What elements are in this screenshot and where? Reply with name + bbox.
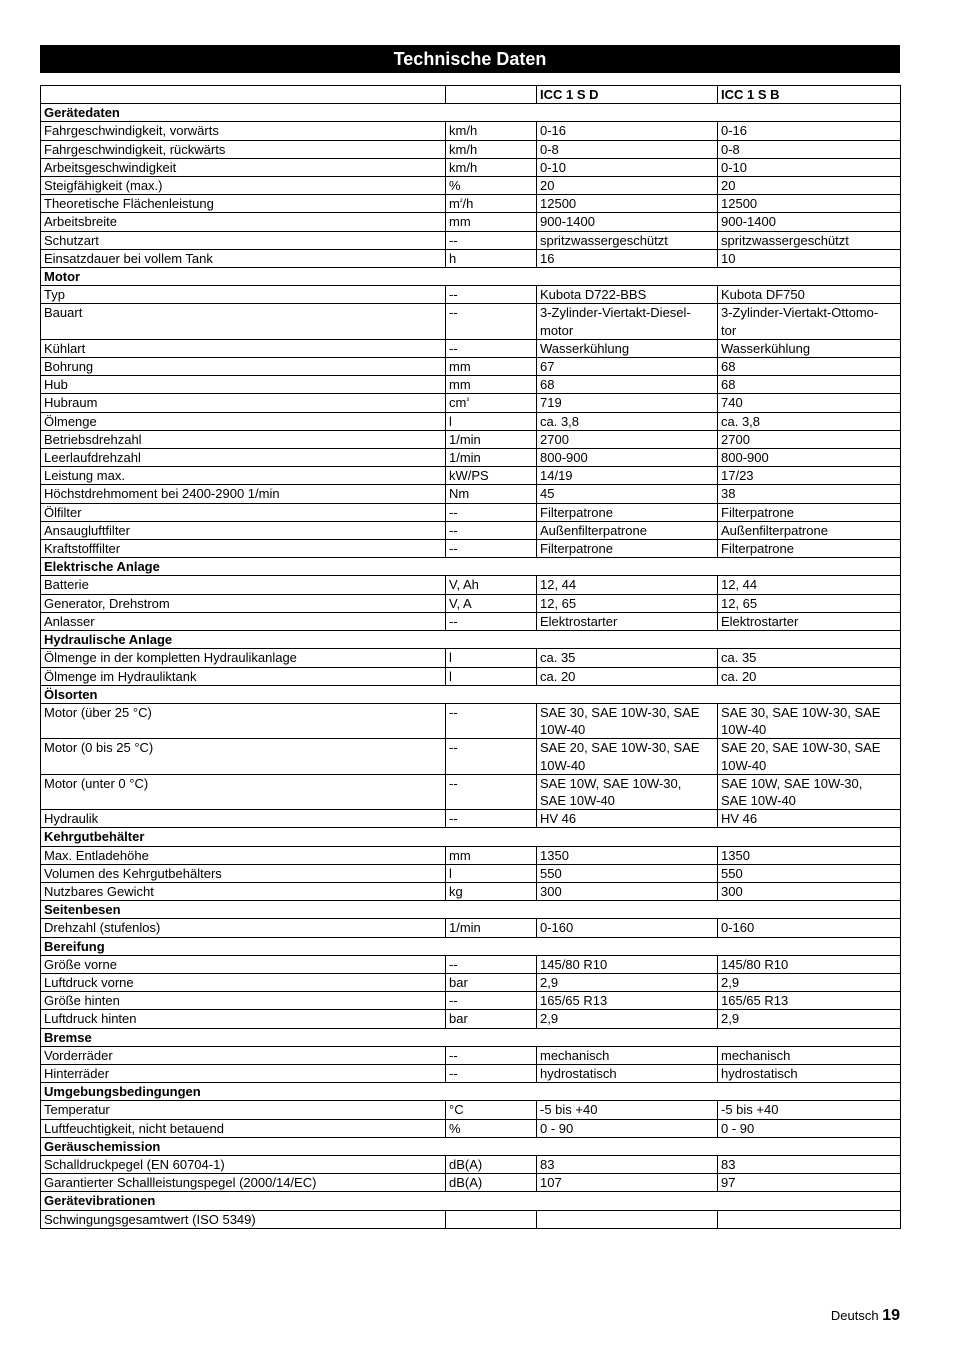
spec-value-diesel: 0-8 — [537, 140, 718, 158]
section-title: Kehrgutbehälter — [41, 828, 901, 846]
spec-value-petrol: 0 - 90 — [718, 1119, 901, 1137]
spec-label: Steigfähigkeit (max.) — [41, 177, 446, 195]
spec-value-petrol: 0-10 — [718, 158, 901, 176]
section-title: Gerätevibrationen — [41, 1192, 901, 1210]
spec-value-diesel: Filterpatrone — [537, 540, 718, 558]
spec-label: Motor (über 25 °C) — [41, 703, 446, 738]
spec-value-diesel: SAE 20, SAE 10W-30, SAE 10W-40 — [537, 739, 718, 774]
spec-label: Arbeitsgeschwindigkeit — [41, 158, 446, 176]
spec-unit: l — [446, 412, 537, 430]
table-row — [41, 1101, 901, 1119]
spec-label: Höchstdrehmoment bei 2400-2900 1/min — [41, 485, 446, 503]
spec-value-diesel: 900-1400 — [537, 213, 718, 231]
spec-unit: V, A — [446, 594, 537, 612]
header-cell-model-petrol: ICC 1 S B — [718, 86, 901, 104]
spec-value-petrol: 740 — [718, 394, 901, 412]
page-footer — [831, 1307, 900, 1325]
spec-value-petrol: mechanisch — [718, 1046, 901, 1064]
spec-label: Leerlaufdrehzahl — [41, 449, 446, 467]
table-row — [41, 249, 901, 267]
spec-value-petrol: 2,9 — [718, 1010, 901, 1028]
spec-label: Vorderräder — [41, 1046, 446, 1064]
spec-label: Bohrung — [41, 358, 446, 376]
spec-unit: dB(A) — [446, 1155, 537, 1173]
spec-label: Leistung max. — [41, 467, 446, 485]
spec-label: Nutzbares Gewicht — [41, 882, 446, 900]
table-row — [41, 521, 901, 539]
table-row — [41, 774, 901, 809]
section-title: Motor — [41, 268, 901, 286]
table-row — [41, 739, 901, 774]
spec-value-petrol: -5 bis +40 — [718, 1101, 901, 1119]
spec-unit: l — [446, 667, 537, 685]
spec-unit: 1/min — [446, 449, 537, 467]
spec-label: Temperatur — [41, 1101, 446, 1119]
table-row — [41, 540, 901, 558]
spec-unit: bar — [446, 1010, 537, 1028]
spec-label: Ölmenge — [41, 412, 446, 430]
spec-value-petrol: 83 — [718, 1155, 901, 1173]
spec-value-petrol: 12, 44 — [718, 576, 901, 594]
section-title: Ölsorten — [41, 685, 901, 703]
spec-value-diesel: 300 — [537, 882, 718, 900]
spec-value-petrol — [718, 1210, 901, 1228]
spec-value-diesel: 800-900 — [537, 449, 718, 467]
spec-unit: V, Ah — [446, 576, 537, 594]
spec-label: Schutzart — [41, 231, 446, 249]
table-row — [41, 846, 901, 864]
spec-unit: 1/min — [446, 919, 537, 937]
spec-label: Größe vorne — [41, 955, 446, 973]
table-row — [41, 1174, 901, 1192]
spec-unit: $cm^{^3}$ — [446, 394, 537, 412]
spec-value-petrol: 38 — [718, 485, 901, 503]
spec-value-diesel: ca. 3,8 — [537, 412, 718, 430]
spec-unit: -- — [446, 231, 537, 249]
spec-unit: -- — [446, 339, 537, 357]
table-row — [41, 612, 901, 630]
spec-unit: -- — [446, 286, 537, 304]
spec-value-diesel: 0-16 — [537, 122, 718, 140]
spec-value-diesel: 16 — [537, 249, 718, 267]
spec-value-petrol: 17/23 — [718, 467, 901, 485]
table-row — [41, 412, 901, 430]
spec-unit: -- — [446, 540, 537, 558]
header-cell — [446, 86, 537, 104]
spec-label: Drehzahl (stufenlos) — [41, 919, 446, 937]
spec-value-petrol: 10 — [718, 249, 901, 267]
spec-value-petrol: 1350 — [718, 846, 901, 864]
spec-value-petrol: 97 — [718, 1174, 901, 1192]
spec-label: Typ — [41, 286, 446, 304]
spec-value-petrol: 2700 — [718, 430, 901, 448]
spec-value-petrol: 68 — [718, 358, 901, 376]
spec-label: Luftfeuchtigkeit, nicht betauend — [41, 1119, 446, 1137]
table-row — [41, 594, 901, 612]
table-row — [41, 1046, 901, 1064]
spec-value-diesel: Wasserkühlung — [537, 339, 718, 357]
spec-label: Größe hinten — [41, 992, 446, 1010]
table-row — [41, 882, 901, 900]
table-row — [41, 955, 901, 973]
page-number: 19 — [882, 1307, 900, 1324]
spec-value-diesel: Filterpatrone — [537, 503, 718, 521]
spec-unit: h — [446, 249, 537, 267]
spec-value-diesel: Außenfilterpatrone — [537, 521, 718, 539]
section-header-row — [41, 558, 901, 576]
section-header-row — [41, 1192, 901, 1210]
spec-value-diesel: ca. 20 — [537, 667, 718, 685]
spec-label: Anlasser — [41, 612, 446, 630]
spec-value-petrol: 800-900 — [718, 449, 901, 467]
spec-value-petrol: Wasserkühlung — [718, 339, 901, 357]
section-header-row — [41, 1028, 901, 1046]
spec-unit — [446, 1210, 537, 1228]
spec-label: Einsatzdauer bei vollem Tank — [41, 249, 446, 267]
table-row — [41, 286, 901, 304]
spec-label: Theoretische Flächenleistung — [41, 195, 446, 213]
spec-unit: -- — [446, 703, 537, 738]
spec-value-petrol: 900-1400 — [718, 213, 901, 231]
spec-unit: km/h — [446, 122, 537, 140]
spec-label: Fahrgeschwindigkeit, vorwärts — [41, 122, 446, 140]
table-row — [41, 810, 901, 828]
spec-value-diesel: hydrostatisch — [537, 1064, 718, 1082]
spec-value-diesel: Kubota D722-BBS — [537, 286, 718, 304]
spec-value-petrol: SAE 10W, SAE 10W-30, SAE 10W-40 — [718, 774, 901, 809]
section-header-row — [41, 685, 901, 703]
spec-value-diesel: 0-160 — [537, 919, 718, 937]
section-header-row — [41, 828, 901, 846]
spec-value-diesel: 14/19 — [537, 467, 718, 485]
spec-unit: -- — [446, 739, 537, 774]
spec-label: Kraftstofffilter — [41, 540, 446, 558]
spec-value-petrol: 165/65 R13 — [718, 992, 901, 1010]
spec-value-petrol: spritzwassergeschützt — [718, 231, 901, 249]
spec-value-diesel: 2700 — [537, 430, 718, 448]
spec-value-petrol: 0-160 — [718, 919, 901, 937]
spec-value-diesel: 1350 — [537, 846, 718, 864]
spec-value-petrol: Elektrostarter — [718, 612, 901, 630]
spec-value-diesel: 3-Zylinder-Viertakt-Diesel- motor — [537, 304, 718, 339]
spec-unit: mm — [446, 358, 537, 376]
section-header-row — [41, 104, 901, 122]
spec-unit: -- — [446, 1064, 537, 1082]
spec-label: Kühlart — [41, 339, 446, 357]
spec-value-petrol: Außenfilterpatrone — [718, 521, 901, 539]
table-row — [41, 122, 901, 140]
spec-value-petrol: 20 — [718, 177, 901, 195]
spec-value-petrol: 550 — [718, 864, 901, 882]
spec-value-diesel: spritzwassergeschützt — [537, 231, 718, 249]
table-row — [41, 140, 901, 158]
spec-value-diesel: 719 — [537, 394, 718, 412]
section-header-row — [41, 1083, 901, 1101]
table-row — [41, 177, 901, 195]
spec-label: Schwingungsgesamtwert (ISO 5349) — [41, 1210, 446, 1228]
spec-value-petrol: Filterpatrone — [718, 540, 901, 558]
spec-value-diesel: SAE 30, SAE 10W-30, SAE 10W-40 — [537, 703, 718, 738]
spec-unit: bar — [446, 973, 537, 991]
spec-value-petrol: Filterpatrone — [718, 503, 901, 521]
table-row — [41, 213, 901, 231]
footer-language: Deutsch — [830, 1308, 879, 1323]
section-title: Umgebungsbedingungen — [41, 1083, 901, 1101]
table-row — [41, 576, 901, 594]
spec-value-petrol: 0-8 — [718, 140, 901, 158]
table-row — [41, 1119, 901, 1137]
table-row — [41, 1010, 901, 1028]
table-row — [41, 339, 901, 357]
spec-label: Hinterräder — [41, 1064, 446, 1082]
spec-unit: -- — [446, 955, 537, 973]
table-row — [41, 467, 901, 485]
spec-value-diesel: SAE 10W, SAE 10W-30, SAE 10W-40 — [537, 774, 718, 809]
spec-label: Schalldruckpegel (EN 60704-1) — [41, 1155, 446, 1173]
specs-table — [40, 85, 901, 1229]
spec-value-diesel: 0-10 — [537, 158, 718, 176]
spec-value-diesel: 68 — [537, 376, 718, 394]
table-row — [41, 703, 901, 738]
spec-value-petrol: 300 — [718, 882, 901, 900]
table-header-row — [41, 86, 901, 104]
spec-value-petrol: SAE 30, SAE 10W-30, SAE 10W-40 — [718, 703, 901, 738]
spec-value-petrol: 2,9 — [718, 973, 901, 991]
table-row — [41, 195, 901, 213]
table-row — [41, 304, 901, 339]
spec-value-petrol: ca. 3,8 — [718, 412, 901, 430]
spec-label: Ölmenge in der kompletten Hydraulikanlage — [41, 649, 446, 667]
table-row — [41, 1155, 901, 1173]
spec-label: Batterie — [41, 576, 446, 594]
spec-value-diesel: 67 — [537, 358, 718, 376]
spec-value-petrol: 145/80 R10 — [718, 955, 901, 973]
spec-value-diesel: 165/65 R13 — [537, 992, 718, 1010]
spec-value-diesel — [537, 1210, 718, 1228]
spec-value-diesel: 145/80 R10 — [537, 955, 718, 973]
spec-value-petrol: 3-Zylinder-Viertakt-Ottomo- tor — [718, 304, 901, 339]
spec-unit: °C — [446, 1101, 537, 1119]
spec-value-petrol: 12, 65 — [718, 594, 901, 612]
table-row — [41, 992, 901, 1010]
spec-value-petrol: SAE 20, SAE 10W-30, SAE 10W-40 — [718, 739, 901, 774]
section-title: Bremse — [41, 1028, 901, 1046]
spec-label: Luftdruck vorne — [41, 973, 446, 991]
spec-value-petrol: ca. 20 — [718, 667, 901, 685]
section-title: Hydraulische Anlage — [41, 631, 901, 649]
header-cell — [41, 86, 446, 104]
spec-unit: -- — [446, 774, 537, 809]
table-row — [41, 394, 901, 412]
spec-value-petrol: HV 46 — [718, 810, 901, 828]
table-row — [41, 231, 901, 249]
spec-unit: $m^{^2}/h$ — [446, 195, 537, 213]
spec-value-diesel: 550 — [537, 864, 718, 882]
spec-value-diesel: 12, 44 — [537, 576, 718, 594]
spec-label: Hydraulik — [41, 810, 446, 828]
header-cell-model-diesel: ICC 1 S D — [537, 86, 718, 104]
spec-value-diesel: 2,9 — [537, 1010, 718, 1028]
section-header-row — [41, 268, 901, 286]
spec-value-diesel: 107 — [537, 1174, 718, 1192]
spec-label: Motor (0 bis 25 °C) — [41, 739, 446, 774]
spec-unit: -- — [446, 521, 537, 539]
spec-label: Betriebsdrehzahl — [41, 430, 446, 448]
spec-value-diesel: 45 — [537, 485, 718, 503]
section-title: Geräuschemission — [41, 1137, 901, 1155]
page-title: Technische Daten — [40, 45, 900, 73]
table-row — [41, 919, 901, 937]
spec-unit: km/h — [446, 140, 537, 158]
table-row — [41, 449, 901, 467]
table-row — [41, 1064, 901, 1082]
spec-unit: kW/PS — [446, 467, 537, 485]
section-header-row — [41, 937, 901, 955]
spec-value-petrol: ca. 35 — [718, 649, 901, 667]
spec-value-petrol: 12500 — [718, 195, 901, 213]
spec-unit: 1/min — [446, 430, 537, 448]
spec-unit: % — [446, 177, 537, 195]
table-row — [41, 430, 901, 448]
spec-value-petrol: 68 — [718, 376, 901, 394]
spec-label: Arbeitsbreite — [41, 213, 446, 231]
spec-label: Hub — [41, 376, 446, 394]
spec-value-petrol: 0-16 — [718, 122, 901, 140]
spec-label: Max. Entladehöhe — [41, 846, 446, 864]
spec-unit: km/h — [446, 158, 537, 176]
spec-value-petrol: hydrostatisch — [718, 1064, 901, 1082]
spec-value-petrol: Kubota DF750 — [718, 286, 901, 304]
table-row — [41, 158, 901, 176]
spec-value-diesel: mechanisch — [537, 1046, 718, 1064]
spec-unit: -- — [446, 992, 537, 1010]
section-title: Seitenbesen — [41, 901, 901, 919]
spec-unit: -- — [446, 503, 537, 521]
spec-unit: l — [446, 864, 537, 882]
table-row — [41, 503, 901, 521]
spec-unit: -- — [446, 810, 537, 828]
spec-unit: mm — [446, 376, 537, 394]
spec-unit: Nm — [446, 485, 537, 503]
spec-unit: mm — [446, 846, 537, 864]
section-header-row — [41, 901, 901, 919]
spec-unit: -- — [446, 612, 537, 630]
table-row — [41, 649, 901, 667]
section-header-row — [41, 631, 901, 649]
spec-label: Luftdruck hinten — [41, 1010, 446, 1028]
table-row — [41, 973, 901, 991]
spec-value-diesel: 83 — [537, 1155, 718, 1173]
spec-value-diesel: 2,9 — [537, 973, 718, 991]
spec-label: Ölfilter — [41, 503, 446, 521]
spec-value-diesel: 20 — [537, 177, 718, 195]
spec-unit: -- — [446, 1046, 537, 1064]
spec-label: Garantierter Schallleistungspegel (2000/14/EC) — [41, 1174, 446, 1192]
spec-label: Motor (unter 0 °C) — [41, 774, 446, 809]
section-title: Bereifung — [41, 937, 901, 955]
table-row — [41, 358, 901, 376]
spec-value-diesel: -5 bis +40 — [537, 1101, 718, 1119]
spec-unit: mm — [446, 213, 537, 231]
spec-label: Volumen des Kehrgutbehälters — [41, 864, 446, 882]
spec-label: Bauart — [41, 304, 446, 339]
spec-value-diesel: 12500 — [537, 195, 718, 213]
table-row — [41, 864, 901, 882]
spec-value-diesel: 12, 65 — [537, 594, 718, 612]
table-row — [41, 485, 901, 503]
spec-value-diesel: Elektrostarter — [537, 612, 718, 630]
spec-label: Ölmenge im Hydrauliktank — [41, 667, 446, 685]
spec-value-diesel: ca. 35 — [537, 649, 718, 667]
spec-value-diesel: 0 - 90 — [537, 1119, 718, 1137]
table-row — [41, 376, 901, 394]
section-title: Elektrische Anlage — [41, 558, 901, 576]
spec-unit: l — [446, 649, 537, 667]
section-title: Gerätedaten — [41, 104, 901, 122]
spec-label: Fahrgeschwindigkeit, rückwärts — [41, 140, 446, 158]
spec-label: Hubraum — [41, 394, 446, 412]
table-row — [41, 667, 901, 685]
spec-label: Ansaugluftfilter — [41, 521, 446, 539]
spec-unit: kg — [446, 882, 537, 900]
table-row — [41, 1210, 901, 1228]
spec-unit: -- — [446, 304, 537, 339]
section-header-row — [41, 1137, 901, 1155]
spec-unit: % — [446, 1119, 537, 1137]
spec-unit: dB(A) — [446, 1174, 537, 1192]
spec-label: Generator, Drehstrom — [41, 594, 446, 612]
spec-value-diesel: HV 46 — [537, 810, 718, 828]
